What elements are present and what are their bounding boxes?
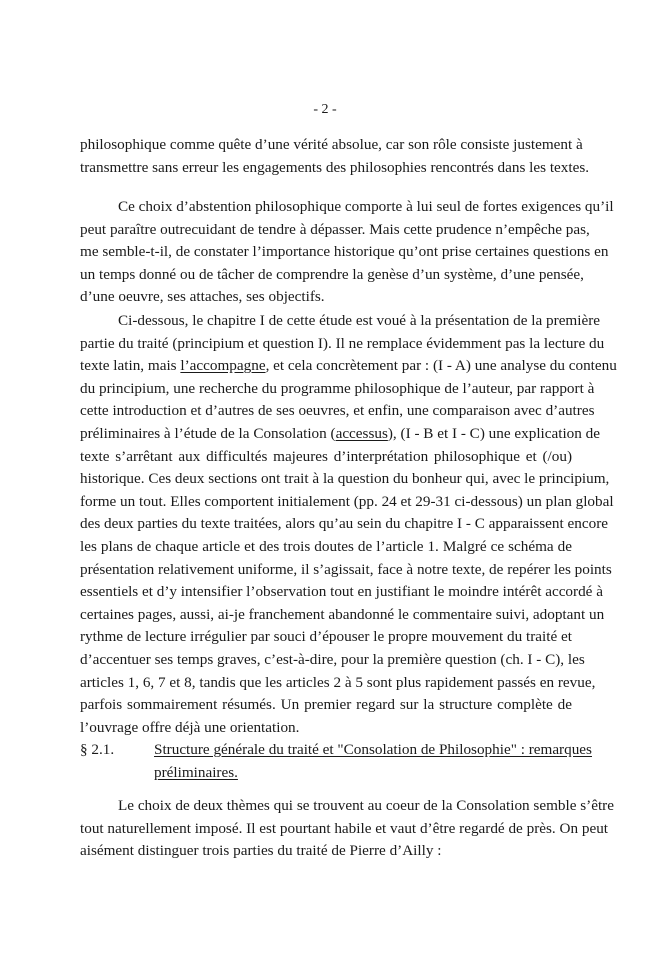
text-line [80,649,585,672]
text-segment: ), (I - B et I - C) une explication de [387,424,601,442]
text-segment: aisément distinguer trois parties du traité de Pierre d’Ailly : [80,842,442,860]
text-segment: , et cela concrètement par : (I - A) une analyse du contenu [265,357,617,375]
section-title-text: préliminaires. [154,763,238,781]
text-line [80,513,608,536]
text-segment: Ce choix d’abstention philosophique comporte à lui seul de fortes exigences qu’il [118,198,614,215]
text-line [80,672,596,695]
text-line [80,840,572,863]
section-title [154,739,592,784]
text-line [80,468,610,491]
paragraph-4 [80,795,614,863]
text-line [80,241,609,264]
text-segment: présentation relativement uniforme, il s’agissait, face à notre texte, de repérer les points [80,560,612,578]
paragraph-2 [80,196,614,309]
text-segment: Le choix de deux thèmes qui se trouvent au coeur de la Consolation semble s’être [118,797,614,814]
text-line [80,196,614,219]
section-title-line: Structure générale du traité et "Consolation de Philosophie" : remarques [154,741,592,758]
text-line [80,286,572,309]
text-line [80,157,590,180]
page-number: - 2 - [313,102,337,117]
text-line [80,604,605,627]
text-segment: me semble-t-il, de constater l’importance historique qu’ont prise certaines questions en [80,243,609,261]
text-segment: rythme de lecture irrégulier par souci d’épouser le propre mouvement du traité et [80,628,572,646]
text-segment: partie du traité (principium et question I). Il ne remplace évidemment pas la lecture du [80,334,605,352]
paragraph-1 [80,134,590,179]
text-segment: texte s’arrêtant aux difficultés majeures d’interprétation philosophique et (/ou) [80,447,572,465]
text-line [80,378,595,401]
text-line [80,355,617,378]
text-line [80,423,601,446]
text-line [80,717,572,740]
text-line [80,694,572,717]
text-segment: parfois sommairement résumés. Un premier regard sur la structure complète de [80,696,572,714]
text-segment: un temps donné ou de tâcher de comprendre la genèse d’un système, d’une pensée, [80,265,584,283]
section-number: § 2.1. [80,741,115,758]
text-segment: transmettre sans erreur les engagements des philosophies rencontrés dans les textes. [80,158,590,176]
text-segment: du principium, une recherche du programme philosophique de l’auteur, par rapport à [80,379,595,397]
text-line [80,219,590,242]
text-line [80,818,609,841]
text-line [80,446,572,469]
text-segment: cette introduction et d’autres de ses oeuvres, et enfin, une comparaison avec d’autres [80,402,595,420]
underlined-term: l’accompagne [180,357,266,375]
text-segment: préliminaires à l’étude de la Consolation ( [80,424,336,442]
text-segment: des deux parties du texte traitées, alors qu’au sein du chapitre I - C apparaissent encore [80,515,608,533]
text-segment: historique. Ces deux sections ont trait à la question du bonheur qui, avec le principium, [80,470,610,488]
underlined-term: accessus [335,424,388,442]
text-segment: certaines pages, aussi, ai-je franchement abandonné le commentaire suivi, adoptant un [80,605,605,623]
text-line [80,134,583,157]
text-segment: Ci-dessous, le chapitre I de cette étude est voué à la présentation de la première [118,312,601,329]
text-line [80,333,605,356]
text-segment: d’accentuer ses temps graves, c’est-à-dire, pour la première question (ch. I - C), les [80,650,585,668]
text-line [80,310,601,333]
text-line [80,400,595,423]
text-line [80,581,603,604]
text-segment: l’ouvrage offre déjà une orientation. [80,718,300,736]
text-line [80,536,572,559]
text-segment: les plans de chaque article et des trois doutes de l’article 1. Malgré ce schéma de [80,537,572,555]
text-segment: forme un tout. Elles comportent initialement (pp. 24 et 29-31 ci-dessous) un plan global [80,492,614,510]
text-segment: peut paraître outrecuidant de tendre à dépasser. Mais cette prudence n’empêche pas, [80,220,590,238]
text-segment: texte latin, mais [80,357,181,375]
section-title-line [154,762,572,785]
text-line [80,264,584,287]
text-line [80,795,614,818]
text-line [80,491,614,514]
text-segment: essentiels et d’y intensifier l’observation tout en justifiant le moindre intérêt accordé à [80,583,603,601]
text-segment: articles 1, 6, 7 et 8, tandis que les articles 2 à 5 sont plus rapidement passés en revue, [80,673,596,691]
text-segment: tout naturellement imposé. Il est pourtant habile et vaut d’être regardé de près. On peut [80,819,609,837]
text-segment: philosophique comme quête d’une vérité absolue, car son rôle consiste justement à [80,136,583,153]
text-line [80,626,572,649]
paragraph-3 [80,310,617,739]
text-segment: d’une oeuvre, ses attaches, ses objectifs. [80,288,325,306]
text-line [80,559,612,582]
